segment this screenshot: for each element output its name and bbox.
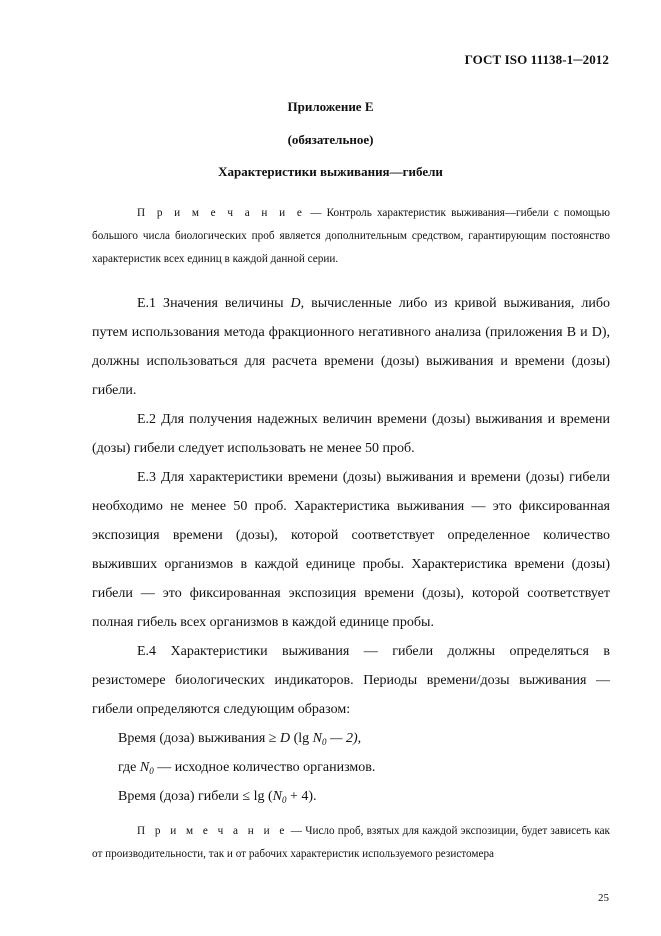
formula-survival-var: D (279, 731, 291, 746)
formula-survival-n: N (312, 731, 323, 746)
formula-survival-end: — 2), (326, 731, 362, 746)
paragraph-e1-end: , вычисленные либо из кривой выживания, либо путем использования метода фракционного негативного анализа (приложения В и D), должны использоваться для расчета времени (дозы) выживания и времени (дозы) гибели. (92, 296, 611, 398)
note-1-label: П р и м е ч а н и е (137, 207, 306, 219)
formula-survival-lg: (lg (290, 731, 313, 746)
variable-d: D (290, 296, 301, 311)
formula-where-sub: 0 (149, 766, 154, 776)
note-2 (92, 820, 610, 866)
note-2-dash: — (287, 825, 306, 837)
formula-survival-sub: 0 (322, 737, 327, 747)
formula-survival-text: Время (доза) выживания ≥ (118, 731, 280, 746)
formula-where-end: — исходное количество организмов. (153, 760, 376, 775)
formula-where (92, 753, 610, 782)
formula-kill-end: + 4). (286, 789, 317, 804)
formula-kill-sub: 0 (282, 795, 287, 805)
note-1-dash: — (305, 207, 327, 219)
paragraph-e3: Е.3 Для характеристики времени (дозы) выживания и времени (дозы) гибели необходимо не менее 50 проб. Характеристика выживания — это фиксированная экспозиция времени (дозы), которой соответствует определенное количество выживших организмов в каждой единице пробы. Характеристика времени (дозы) гибели — это фиксированная экспозиция времени (дозы), которой соответствует полная гибель всех организмов в каждой единице пробы. (92, 470, 610, 630)
formula-where-n: N (139, 760, 150, 775)
formula-kill-n: N (272, 789, 282, 804)
paragraph-e2: Е.2 Для получения надежных величин времени (дозы) выживания и времени (дозы) гибели следует использовать не менее 50 проб. (92, 412, 610, 456)
formula-kill-text: Время (доза) гибели ≤ lg ( (118, 789, 273, 804)
appendix-type: (обязательное) (287, 132, 374, 147)
body-text (92, 289, 610, 811)
page-number: 25 (598, 892, 609, 904)
note-2-label: П р и м е ч а н и е (137, 825, 288, 837)
note-1-text: Контроль характеристик выживания—гибели с помощью большого числа биологических проб является дополнительным средством, гарантирующим постоянство характеристик всех единиц в каждой данной серии. (92, 207, 611, 265)
paragraph-e1-start: Е.1 Значения величины (137, 296, 291, 311)
note-2-text: Число проб, взятых для каждой экспозиции, будет зависеть как от производительности, так и от рабочих характеристик используемого резистомера (92, 825, 610, 860)
formula-survival (92, 724, 610, 753)
appendix-title: Характеристики выживания—гибели (218, 164, 443, 179)
formula-kill (92, 782, 610, 811)
paragraph-e4: Е.4 Характеристики выживания — гибели должны определяться в резистомере биологических индикаторов. Периоды времени/дозы выживания — гибели определяются следующим образом: (92, 644, 610, 717)
appendix-label: Приложение Е (287, 99, 374, 114)
formula-where-text: где (118, 760, 140, 775)
note-1 (92, 202, 610, 271)
paragraph-e1 (92, 289, 610, 405)
standard-code: ГОСТ ISO 11138-1─2012 (464, 52, 609, 67)
